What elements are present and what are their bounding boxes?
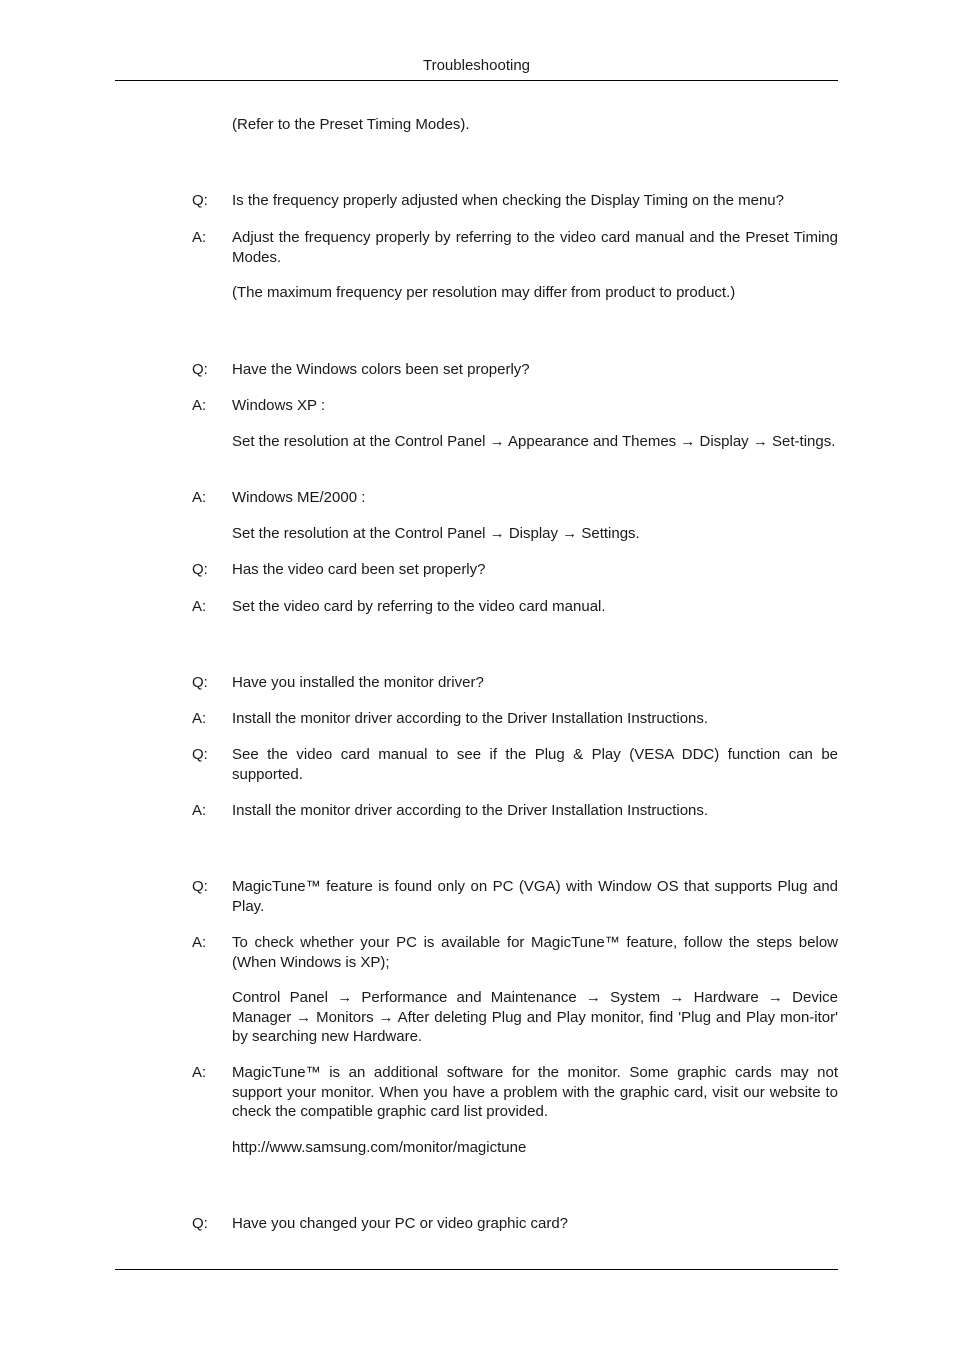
entry-text: Set the video card by referring to the video card manual. — [232, 598, 606, 615]
entry-label: Q: — [192, 561, 208, 578]
entry-label: Q: — [192, 1215, 208, 1232]
entry-label: A: — [192, 934, 207, 951]
entry-label: Q: — [192, 878, 208, 895]
entry-text: Windows ME/2000 : — [232, 489, 366, 506]
entry-label: A: — [192, 710, 207, 727]
entry-label: Q: — [192, 192, 208, 209]
entry-text: See the video card manual to see if the Plug & Play (VESA DDC) function can be supported. — [232, 746, 838, 783]
entry-label: A: — [192, 598, 207, 615]
entry-text: Is the frequency properly adjusted when checking the Display Timing on the menu? — [232, 192, 784, 209]
entry-label: A: — [192, 1064, 207, 1081]
magictune-url[interactable]: http://www.samsung.com/monitor/magictune — [232, 1139, 527, 1156]
entry-label: Q: — [192, 746, 208, 763]
entry-label: A: — [192, 229, 207, 246]
entry-text: Has the video card been set properly? — [232, 561, 486, 578]
entry-label: A: — [192, 489, 207, 506]
entry-text: Have you installed the monitor driver? — [232, 674, 484, 691]
footer-divider — [115, 1269, 838, 1270]
entry-text: Control Panel → Performance and Maintenance → System → Hardware → Device Manager → Monitors → After deleting Plug and Play monitor, find 'Plug and Play mon-itor' by searching new Hardware. — [232, 989, 838, 1046]
entry-text: Have you changed your PC or video graphic card? — [232, 1215, 569, 1232]
entry-text: Set the resolution at the Control Panel → Display → Settings. — [232, 525, 640, 542]
entry-text: MagicTune™ feature is found only on PC (VGA) with Window OS that supports Plug and Play. — [232, 878, 838, 915]
entry-text: (Refer to the Preset Timing Modes). — [232, 116, 470, 133]
entry-text: Set the resolution at the Control Panel → Appearance and Themes → Display → Set-tings. — [232, 433, 836, 450]
page-header-title: Troubleshooting — [422, 57, 530, 74]
entry-text: Have the Windows colors been set properly? — [232, 361, 530, 378]
entry-label: A: — [192, 397, 207, 414]
entry-label: A: — [192, 802, 207, 819]
entry-label: Q: — [192, 361, 208, 378]
entry-text: Windows XP : — [232, 397, 326, 414]
entry-text: Adjust the frequency properly by referring to the video card manual and the Preset Timing Modes. — [232, 229, 838, 266]
header-divider — [115, 80, 838, 81]
entry-label: Q: — [192, 674, 208, 691]
entry-text: Install the monitor driver according to the Driver Installation Instructions. — [232, 802, 709, 819]
entry-text: MagicTune™ is an additional software for the monitor. Some graphic cards may not support your monitor. When you have a problem with the graphic card, visit our website to check the compatible graphic card list provided. — [232, 1064, 838, 1121]
entry-text: (The maximum frequency per resolution may differ from product to product.) — [232, 284, 736, 301]
entry-text: To check whether your PC is available for MagicTune™ feature, follow the steps below (When Windows is XP); — [232, 934, 838, 971]
entry-text: Install the monitor driver according to the Driver Installation Instructions. — [232, 710, 709, 727]
